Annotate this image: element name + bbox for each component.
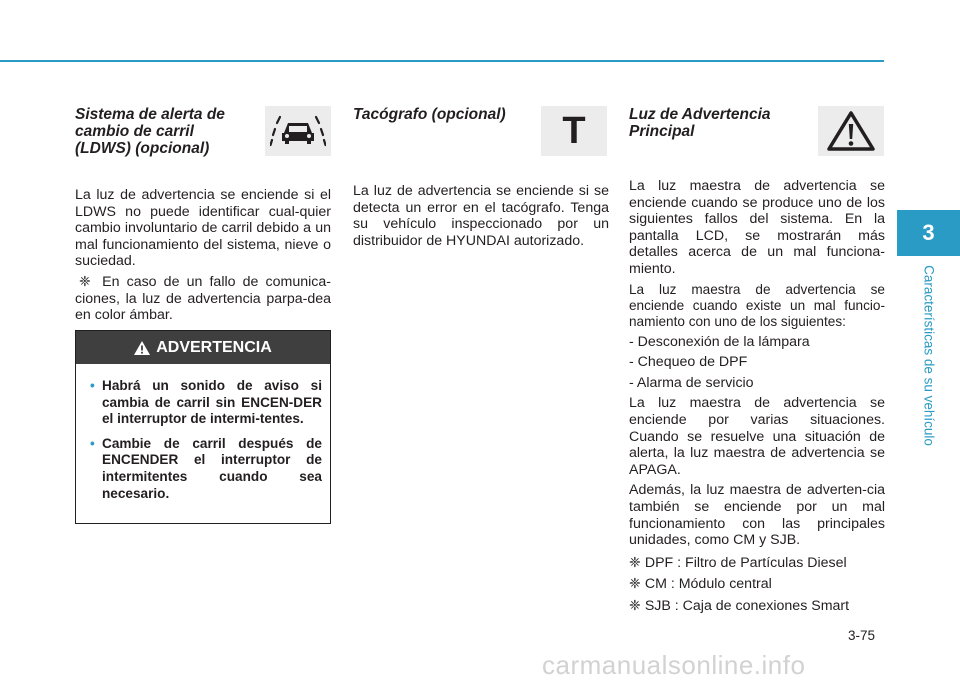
master-warning-list-item: - Chequeo de DPF xyxy=(629,354,748,371)
abbreviation-note: ❈ SJB : Caja de conexiones Smart xyxy=(629,597,850,614)
abbreviation-note: ❈ DPF : Filtro de Partículas Diesel xyxy=(629,554,847,571)
note-text: En caso de un fallo de comunica-ciones, la luz de advertencia parpa-dea en color ámbar. xyxy=(75,273,331,324)
heading-line: Sistema de alerta de xyxy=(75,106,225,123)
heading-line: Luz de Advertencia xyxy=(629,106,771,123)
warning-title: ADVERTENCIA xyxy=(156,338,272,356)
warning-list xyxy=(90,378,322,502)
warning-box xyxy=(75,330,331,524)
master-warning-para-4: Además, la luz maestra de adverten-cia también se enciende por un mal funcionamiento con las principales unidades, como CM y SJB. xyxy=(629,482,885,549)
column-tachograph xyxy=(353,106,609,253)
warning-header xyxy=(76,331,330,364)
tachograph-letter: T xyxy=(562,109,586,152)
abbreviation-note: ❈ CM : Módulo central xyxy=(629,576,772,593)
master-warning-list-item: - Desconexión de la lámpara xyxy=(629,333,810,350)
warning-item: • Habrá un sonido de aviso si cambia de carril sin ENCEN-DER el interruptor de intermi-tentes. xyxy=(90,378,322,428)
column-lane-departure xyxy=(75,106,331,328)
tachograph-heading: Tacógrafo (opcional) xyxy=(353,106,506,123)
lane-departure-note xyxy=(75,274,331,324)
warning-triangle-icon xyxy=(818,106,884,156)
tachograph-icon xyxy=(541,106,607,156)
master-warning-para-3: La luz maestra de advertencia se enciende por varias situaciones. Cuando se resuelve una situación de alerta, la luz maestra de advertencia se APAGA. xyxy=(629,395,885,478)
chapter-tab xyxy=(897,210,960,256)
lane-departure-heading xyxy=(75,106,245,157)
page-number: 3-75 xyxy=(848,628,876,643)
watermark: carmanualsonline.info xyxy=(542,650,806,680)
chapter-number: 3 xyxy=(922,220,935,245)
heading-line: Principal xyxy=(629,123,695,140)
lane-departure-icon xyxy=(265,106,331,156)
warning-small-icon xyxy=(134,341,150,355)
chapter-title: Características de su vehículo xyxy=(921,265,937,446)
note-symbol: ❈ xyxy=(79,273,91,290)
tachograph-description: La luz de advertencia se enciende si se detecta un error en el tacógrafo. Tenga su vehículo inspeccionado por un distribuidor de HYUNDAI autorizado. xyxy=(353,183,609,249)
heading-line: cambio de carril xyxy=(75,123,194,140)
column-master-warning xyxy=(629,106,885,618)
master-warning-para-1: La luz maestra de advertencia se enciende cuando se produce uno de los siguientes fallos del sistema. En la pantalla LCD, se mostrarán más detalles acerca de un mal funciona-miento. xyxy=(629,178,885,277)
lane-departure-description: La luz de advertencia se enciende si el LDWS no puede identificar cual-quier cambio involuntario de carril debido a un mal funcionamiento del sistema, nieve o suciedad. xyxy=(75,187,331,270)
top-rule xyxy=(0,60,884,62)
master-warning-list-item: - Alarma de servicio xyxy=(629,374,754,391)
master-warning-para-2: La luz maestra de advertencia se enciende cuando existe un mal funcio-namiento con uno de los siguientes: xyxy=(629,281,885,329)
heading-line: (LDWS) (opcional) xyxy=(75,140,210,157)
warning-item: • Cambie de carril después de ENCENDER el interruptor de intermitentes cuando sea necesario. xyxy=(90,436,322,502)
